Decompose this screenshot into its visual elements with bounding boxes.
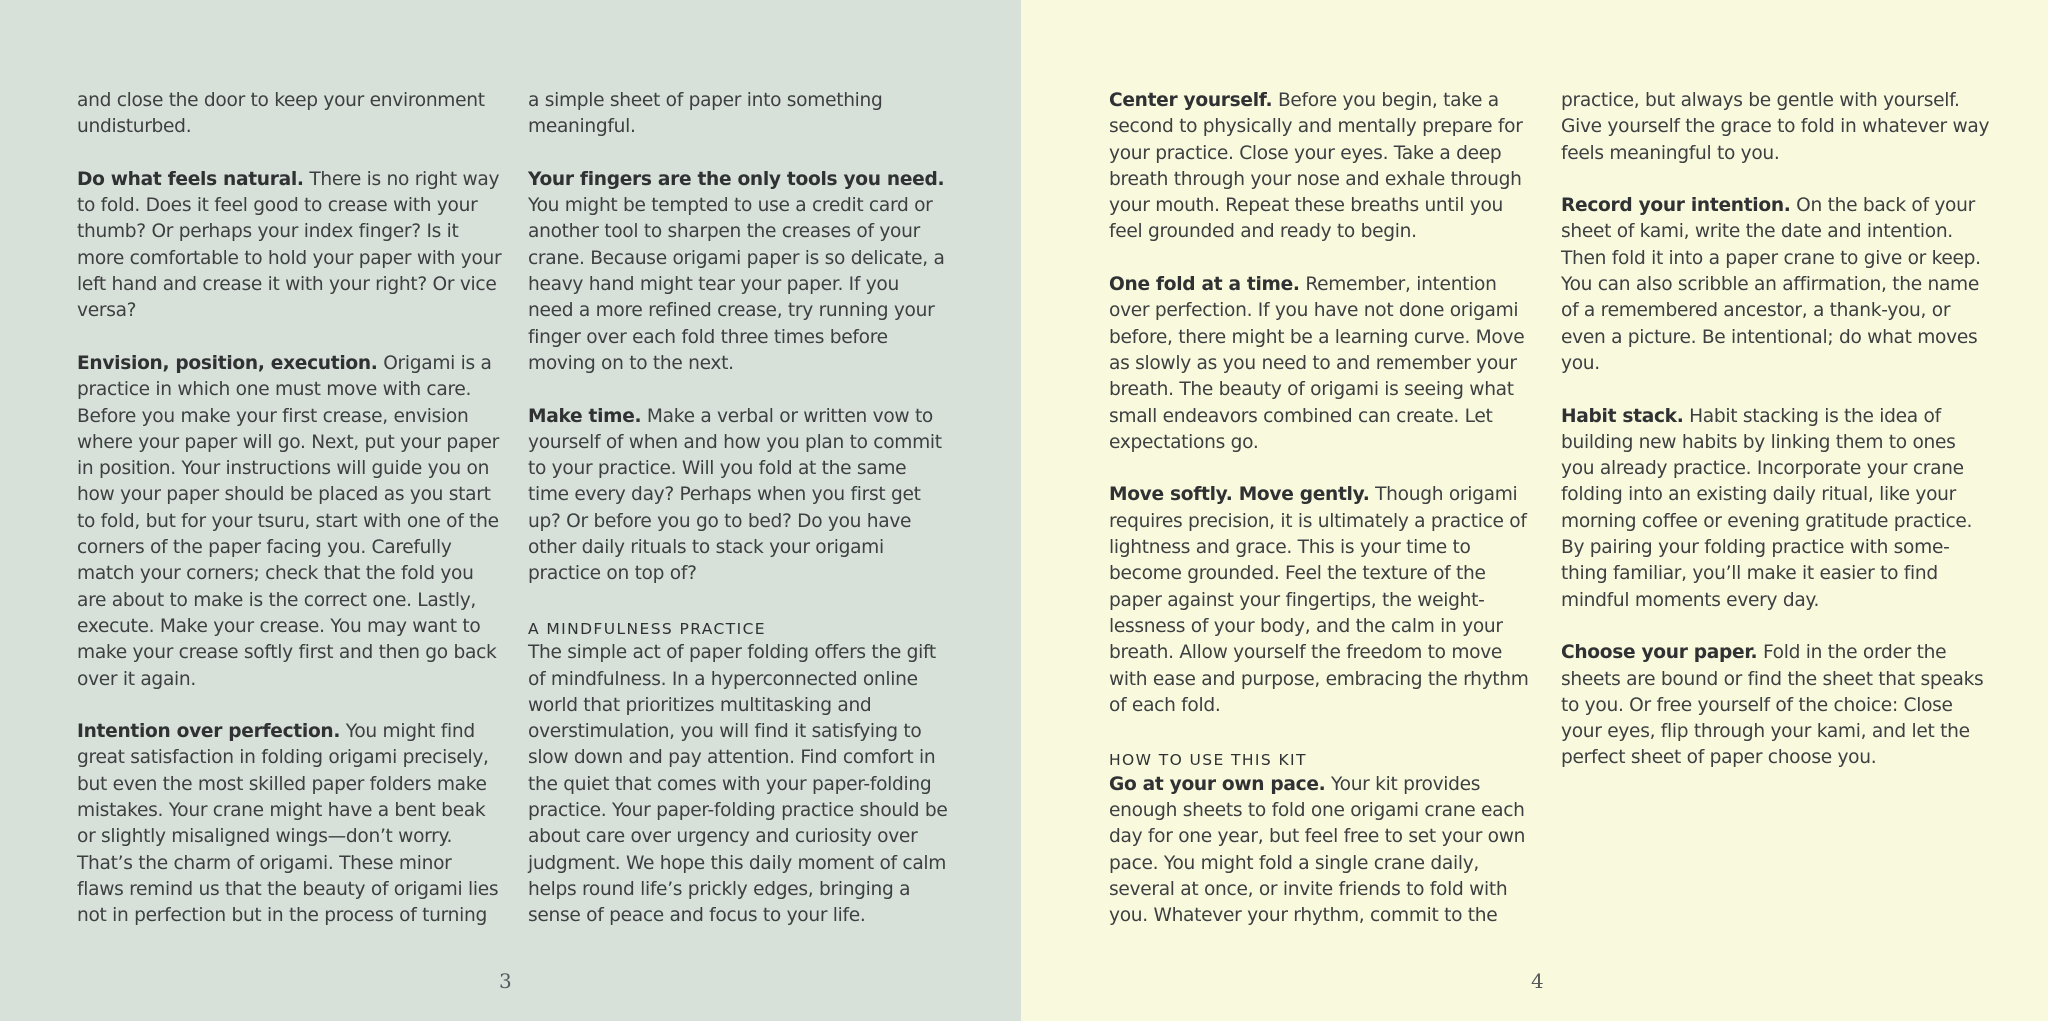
paragraph-lead: Move softly. Move gently. (1109, 484, 1370, 506)
section-how-to-use (1109, 745, 1539, 929)
paragraph: Make time. Make a verbal or written vow to yourself of when and how you plan to commit to your practice. Will you fold at the same time every day? Perhaps when you first get up? Or before you go to bed? Do you have other daily rituals to stack your origami practice on top of? (528, 405, 942, 585)
paragraph: Do what feels natural. There is no right way to fold. Does it feel good to crease with your thumb? Or perhaps your index finger? Is it more comfortable to hold your paper with your left hand and crease it with your right? Or vice versa? (77, 168, 502, 322)
paragraph: Envision, position, execution. Origami is a practice in which one must move with care. Before you make your first crease, envision where your paper will go. Next, put your paper in position. Your instructions will guide you on how your paper should be placed as you start to fold, but for your tsuru, start with one of the corners of the paper facing you. Carefully match your corners; check that the fold you are about to make is the correct one. Lastly, execute. Make your crease. You may want to make your crease softly first and then go back over it again. (77, 352, 499, 690)
left-page-column-2 (528, 88, 948, 956)
section-body: The simple act of paper folding offers the gift of mindfulness. In a hyperconnected online world that prioritizes multitasking and overstimulation, you will find it satisfying to slow down and pay attention. Find comfort in the quiet that comes with your paper-folding practice. Your paper-folding practice should be about care over urgency and curiosity over judgment. We hope this daily moment of calm helps round life’s prickly edges, bringing a sense of peace and focus to your life. (528, 642, 948, 927)
right-page-column-1 (1109, 88, 1539, 956)
paragraph-lead: Habit stack. (1561, 405, 1684, 427)
right-page-column-2 (1561, 88, 1991, 772)
section-heading: HOW TO USE THIS KIT (1109, 751, 1307, 770)
paragraph-lead: Center yourself. (1109, 90, 1273, 111)
paragraph: practice, but always be gentle with yourself. Give yourself the grace to fold in whatever way feels meaningful to you. (1561, 90, 1990, 164)
paragraph-lead: Go at your own pace. (1109, 773, 1326, 795)
paragraph: Your fingers are the only tools you need. You might be tempted to use a credit card or another tool to sharpen the creases of your crane. Because origami paper is so delicate, a heavy hand might tear your paper. If you need a more refined crease, try running your finger over each fold three times before moving on to the next. (528, 168, 945, 374)
paragraph-lead: Make time. (528, 405, 642, 427)
paragraph: Center yourself. Before you begin, take a second to physically and mentally prepare for your practice. Close your eyes. Take a deep breath through your nose and exhale through your mouth. Repeat these breaths until you feel grounded and ready to begin. (1109, 90, 1523, 243)
paragraph-lead: Envision, position, execution. (77, 352, 378, 374)
paragraph-lead: Your fingers are the only tools you need. (528, 168, 945, 190)
paragraph-lead: Intention over perfection. (77, 721, 341, 743)
paragraph: Record your intention. On the back of your sheet of kami, write the date and intention. Then fold it into a paper crane to give or keep. You can also scribble an affirmation, the name of a remembered ancestor, a thank-you, or even a picture. Be intentional; do what moves you. (1561, 195, 1981, 374)
paragraph-lead: Do what feels natural. (77, 168, 304, 190)
paragraph: Choose your paper. Fold in the order the sheets are bound or find the sheet that speaks to you. Or free yourself of the choice: Close your eyes, flip through your kami, and let the perfect sheet of paper choose you. (1561, 642, 1984, 769)
paragraph: Move softly. Move gently. Though origami requires precision, it is ultimately a practice of lightness and grace. This is your time to become grounded. Feel the texture of the paper against your fingertips, the weight-lessness of your body, and the calm in your breath. Allow yourself the freedom to move with ease and purpose, embracing the rhythm of each fold. (1109, 484, 1529, 716)
left-page (0, 0, 1021, 1021)
section-mindfulness-practice (528, 614, 948, 930)
left-page-column-1 (77, 88, 502, 930)
section-heading: A MINDFULNESS PRACTICE (528, 619, 766, 638)
paragraph: a simple sheet of paper into something meaningful. (528, 90, 883, 138)
paragraph: One fold at a time. Remember, intention over perfection. If you have not done origami before, there might be a learning curve. Move as slowly as you need to and remember your breath. The beauty of origami is seeing what small endeavors combined can create. Let expectations go. (1109, 274, 1525, 453)
paragraph: and close the door to keep your environment undisturbed. (77, 90, 485, 138)
paragraph-lead: Record your intention. (1561, 195, 1791, 217)
paragraph-lead: Choose your paper. (1561, 642, 1758, 664)
page-number: 4 (1531, 969, 1544, 993)
page-number: 3 (499, 969, 512, 993)
paragraph: Habit stack. Habit stacking is the idea of building new habits by linking them to ones you already practice. Incorporate your crane folding into an existing daily ritual, like your morning coffee or evening gratitude practice. By pairing your folding practice with some-thing familiar, you’ll make it easier to find mindful moments every day. (1561, 405, 1973, 611)
paragraph: Intention over perfection. You might find great satisfaction in folding origami precisely, but even the most skilled paper folders make mistakes. Your crane might have a bent beak or slightly misaligned wings—don’t worry. That’s the charm of origami. These minor flaws remind us that the beauty of origami lies not in perfection but in the process of turning (77, 721, 499, 927)
paragraph-lead: One fold at a time. (1109, 274, 1300, 296)
section-body: Your kit provides enough sheets to fold one origami crane each day for one year, but feel free to set your own pace. You might fold a single crane daily, several at once, or invite friends to fold with you. Whatever your rhythm, commit to the (1109, 773, 1526, 927)
